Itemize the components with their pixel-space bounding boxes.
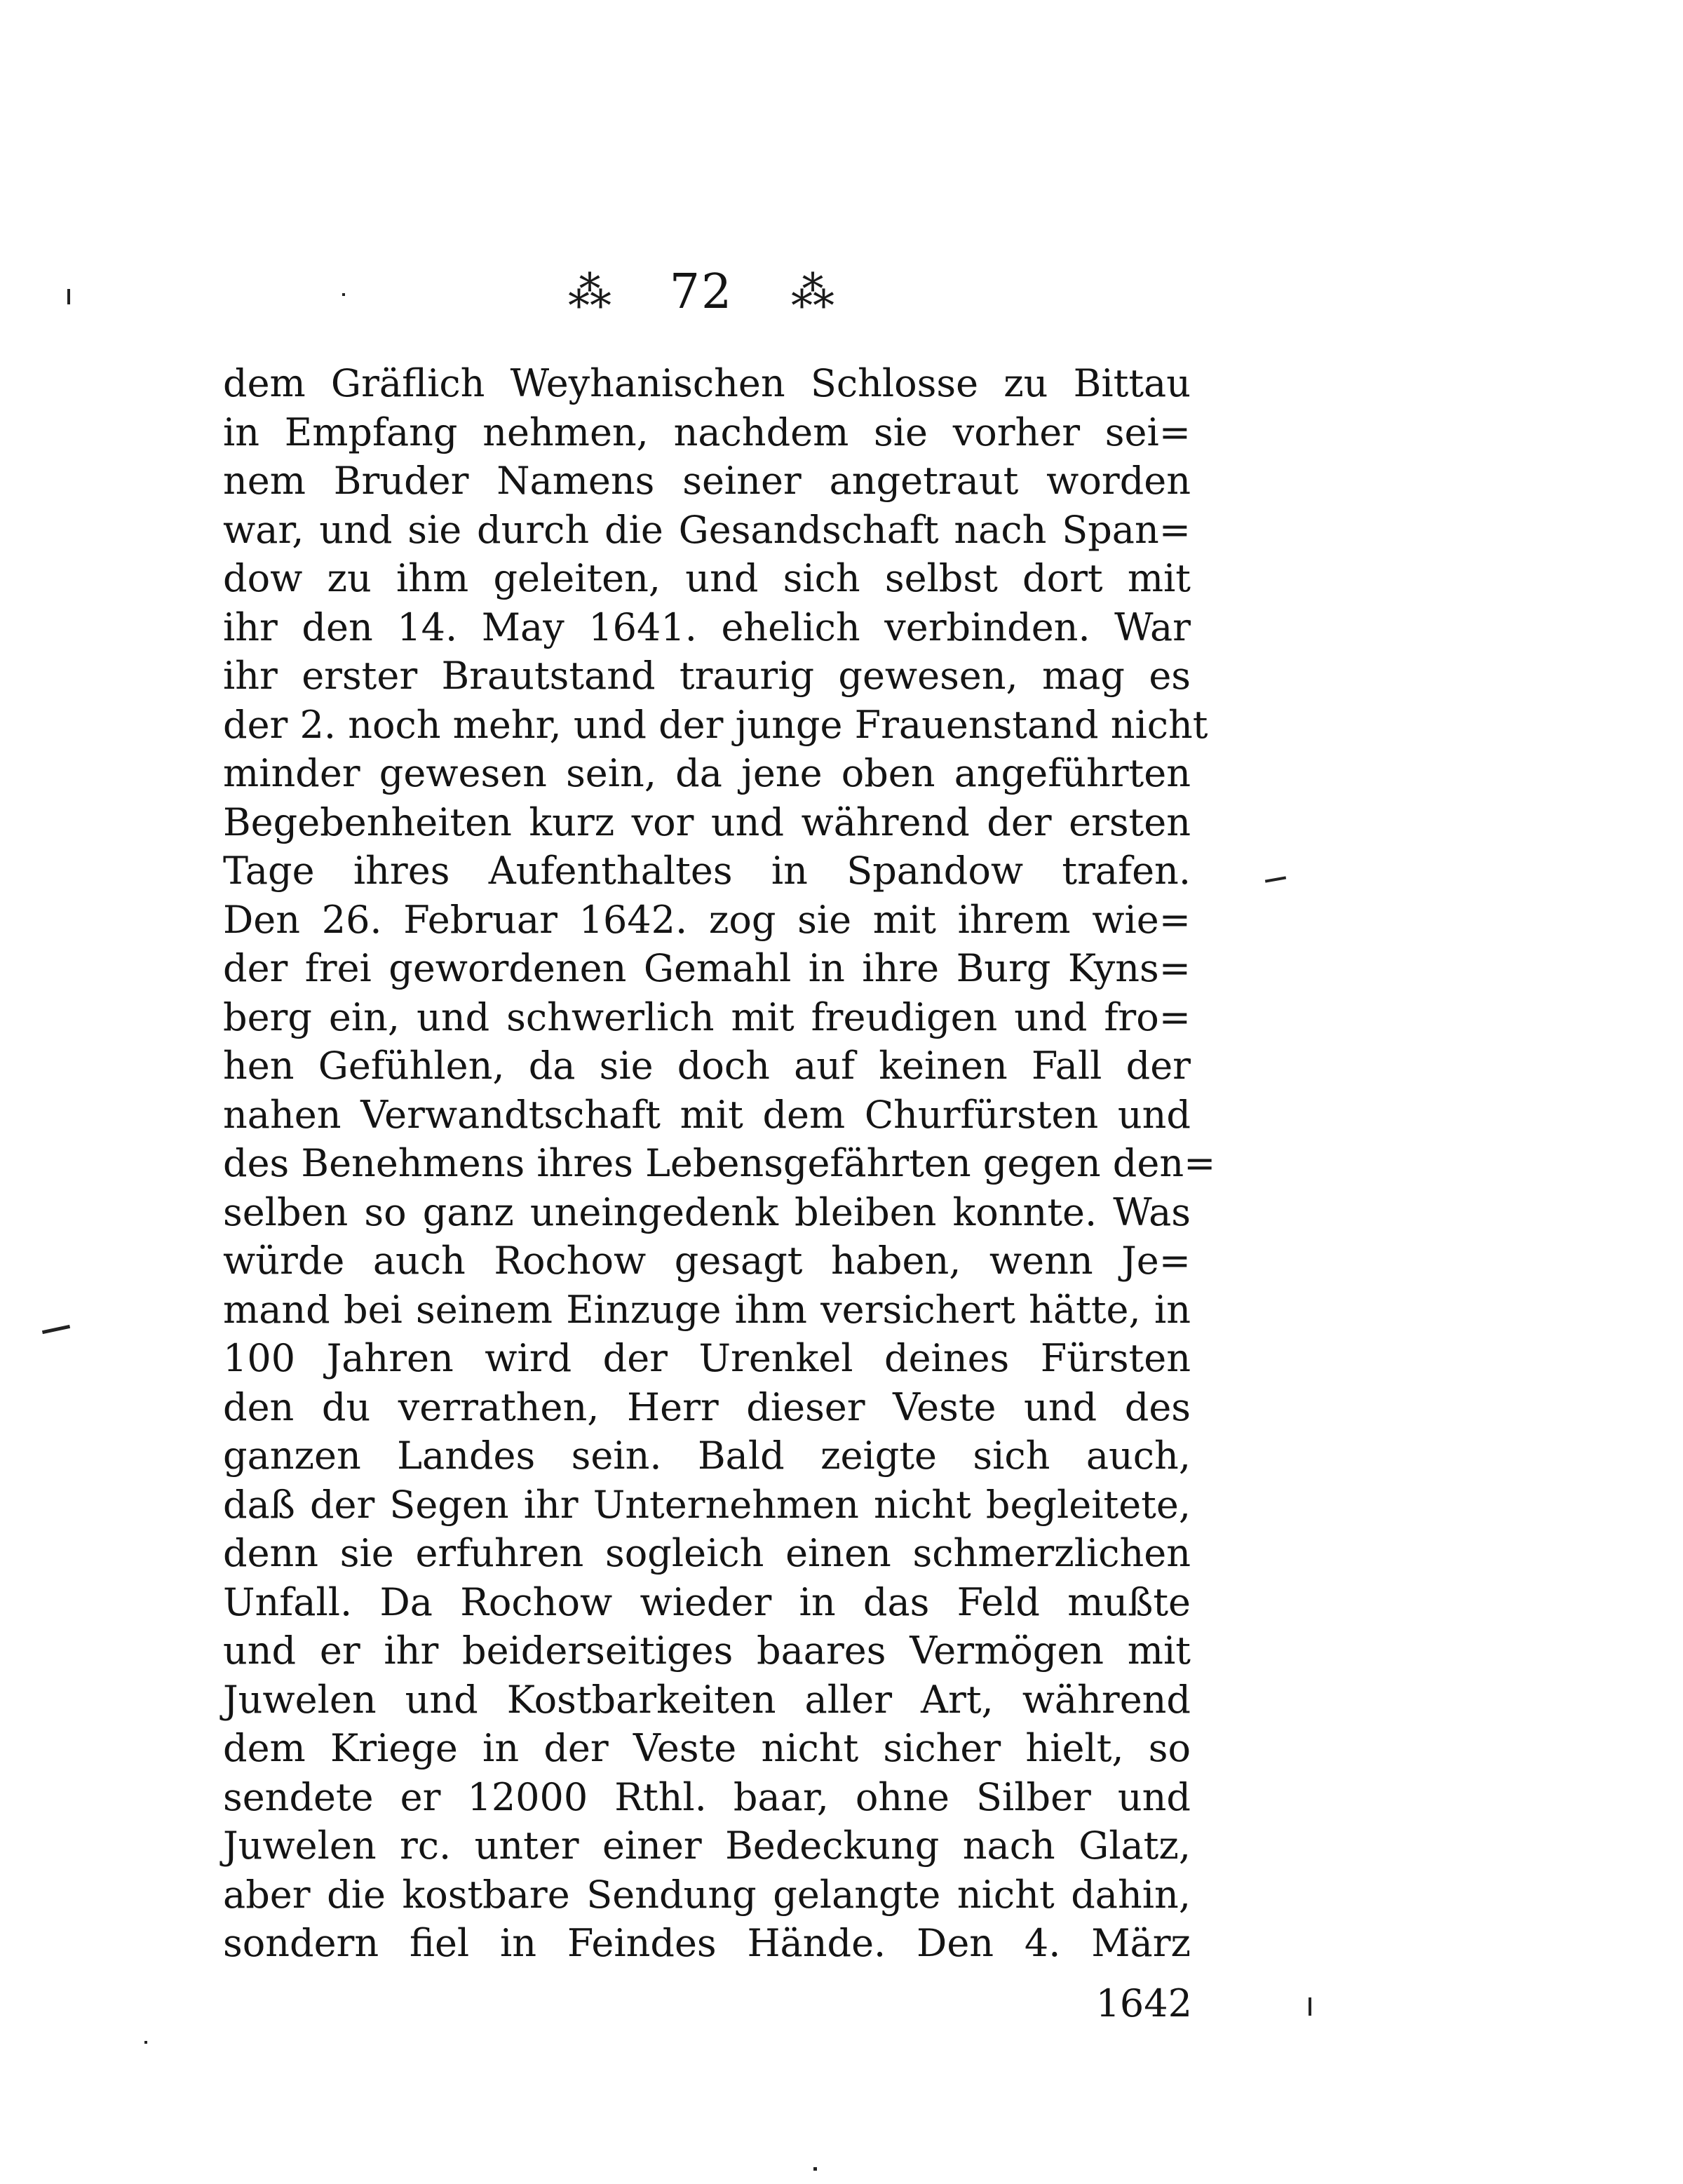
- speck-mark: [342, 293, 345, 296]
- text-line: des Benehmens ihres Lebensgefährten gegen den=: [223, 1141, 1216, 1185]
- text-line: ihr den 14. May 1641. ehelich verbinden. War: [223, 605, 1191, 649]
- margin-mark: [42, 1325, 70, 1334]
- text-line: Tage ihres Aufenthaltes in Spandow trafen.: [223, 849, 1191, 893]
- text-line: würde auch Rochow gesagt haben, wenn Je=: [223, 1239, 1191, 1283]
- body-text: [223, 359, 1216, 1968]
- margin-mark: [1265, 876, 1286, 882]
- text-line: Den 26. Februar 1642. zog sie mit ihrem wie=: [223, 897, 1191, 942]
- text-line: dem Kriege in der Veste nicht sicher hielt, so: [223, 1726, 1191, 1770]
- speck-mark: [144, 2041, 147, 2044]
- text-line: nahen Verwandtschaft mit dem Churfürsten und: [223, 1092, 1191, 1137]
- text-line: ihr erster Brautstand traurig gewesen, mag es: [223, 654, 1191, 698]
- text-line: daß der Segen ihr Unternehmen nicht begleitete,: [223, 1482, 1191, 1527]
- left-ornament-icon: ⁂: [568, 267, 611, 318]
- text-line: Juwelen und Kostbarkeiten aller Art, während: [223, 1677, 1191, 1722]
- text-line: der 2. noch mehr, und der junge Frauenstand nicht: [223, 702, 1208, 747]
- speck-mark: [1309, 1997, 1311, 2016]
- text-line: den du verrathen, Herr dieser Veste und des: [223, 1384, 1191, 1429]
- speck-mark: [67, 289, 70, 304]
- text-line: Begebenheiten kurz vor und während der ersten: [223, 800, 1191, 844]
- text-line: 100 Jahren wird der Urenkel deines Fürsten: [223, 1336, 1191, 1380]
- text-line: nem Bruder Namens seiner angetraut worden: [223, 459, 1191, 503]
- text-line: sendete er 12000 Rthl. baar, ohne Silber und: [223, 1774, 1191, 1819]
- text-line: war, und sie durch die Gesandschaft nach Span=: [223, 507, 1191, 552]
- text-line: dem Gräflich Weyhanischen Schlosse zu Bittau: [223, 361, 1191, 405]
- text-line: sondern fiel in Feindes Hände. Den 4. März: [223, 1921, 1191, 1965]
- text-line: hen Gefühlen, da sie doch auf keinen Fall der: [223, 1044, 1191, 1088]
- text-line: mand bei seinem Einzuge ihm versichert hätte, in: [223, 1287, 1191, 1332]
- text-line: in Empfang nehmen, nachdem sie vorher sei=: [223, 410, 1191, 454]
- page-number: 72: [669, 264, 734, 320]
- text-line: dow zu ihm geleiten, und sich selbst dort mit: [223, 556, 1191, 600]
- text-line: und er ihr beiderseitiges baares Vermögen mit: [223, 1629, 1191, 1673]
- text-line: ganzen Landes sein. Bald zeigte sich auch,: [223, 1434, 1191, 1478]
- right-ornament-icon: ⁂: [791, 267, 834, 318]
- text-line: Juwelen rc. unter einer Bedeckung nach Glatz,: [223, 1824, 1191, 1868]
- catchword: 1642: [1095, 1981, 1192, 2025]
- text-line: berg ein, und schwerlich mit freudigen und fro=: [223, 995, 1191, 1039]
- speck-mark: [813, 2167, 817, 2171]
- text-line: der frei gewordenen Gemahl in ihre Burg Kyns=: [223, 946, 1191, 990]
- page-header: [568, 261, 834, 324]
- text-line: Unfall. Da Rochow wieder in das Feld mußte: [223, 1579, 1191, 1624]
- text-line: aber die kostbare Sendung gelangte nicht dahin,: [223, 1872, 1191, 1917]
- text-line: denn sie erfuhren sogleich einen schmerzlichen: [223, 1531, 1191, 1575]
- text-line: minder gewesen sein, da jene oben angeführten: [223, 751, 1191, 795]
- text-line: selben so ganz uneingedenk bleiben konnte. Was: [223, 1189, 1191, 1234]
